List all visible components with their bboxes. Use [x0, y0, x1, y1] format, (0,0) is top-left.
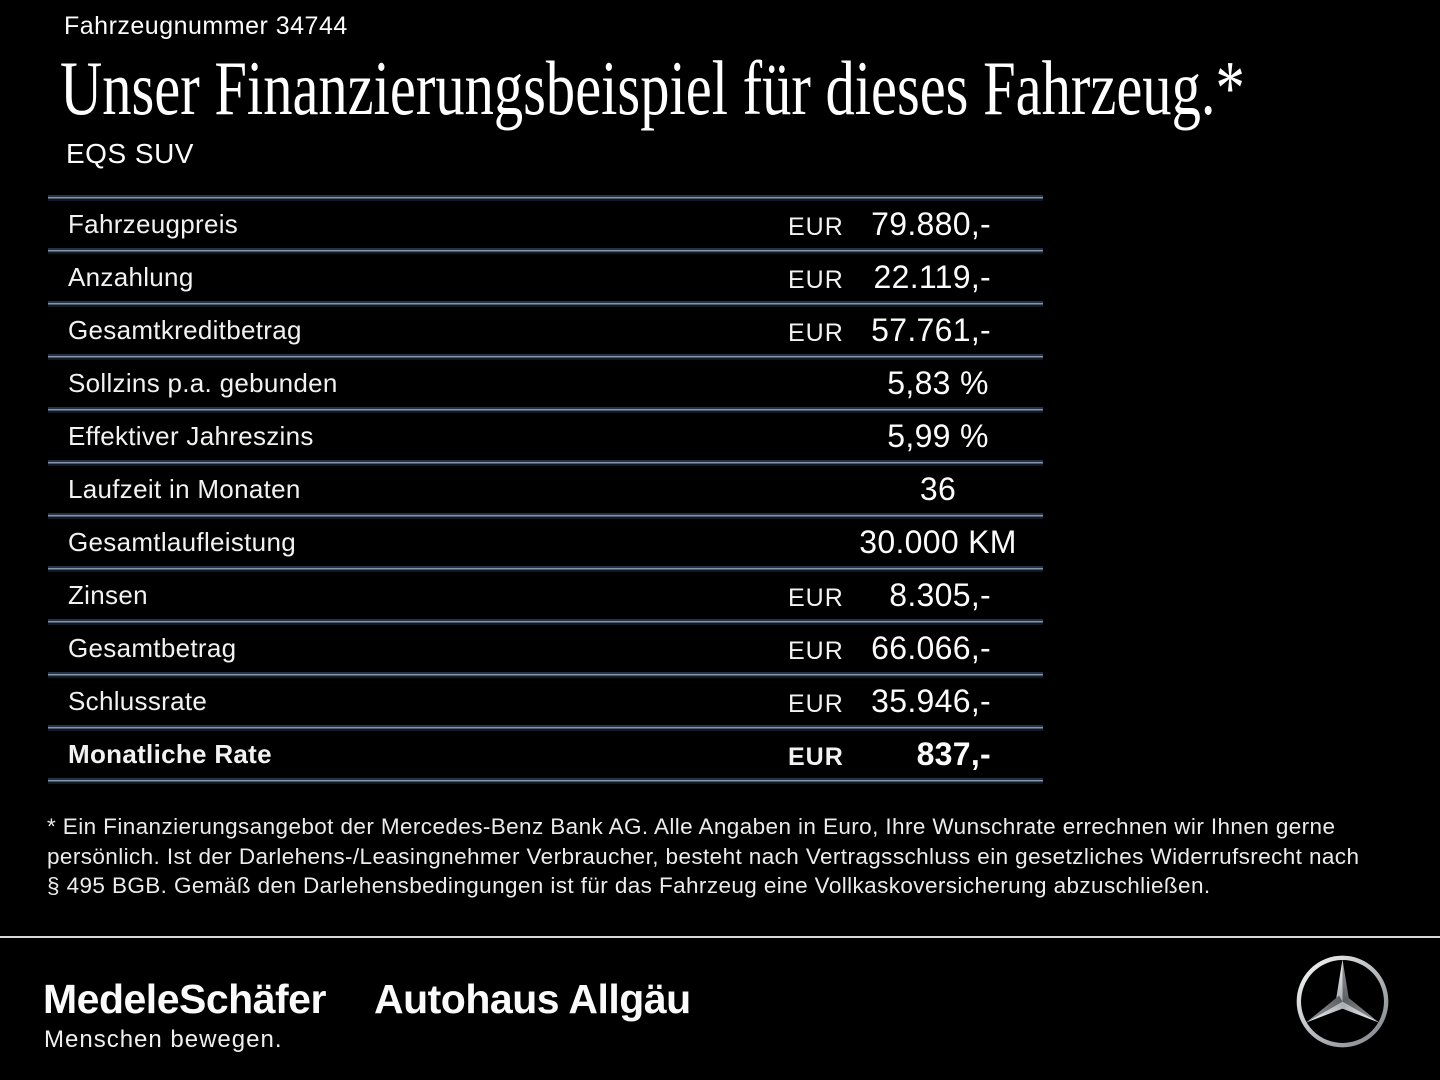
row-label: Laufzeit in Monaten — [68, 474, 301, 504]
footer-divider — [0, 936, 1440, 938]
table-row — [48, 519, 1043, 566]
currency-label: EUR — [788, 637, 844, 665]
row-label: Sollzins p.a. gebunden — [68, 368, 338, 398]
row-value: 837,- — [916, 736, 991, 772]
row-label: Gesamtkreditbetrag — [68, 315, 302, 345]
currency-label: EUR — [788, 266, 844, 294]
currency-label: EUR — [788, 743, 844, 771]
table-row — [48, 678, 1043, 725]
table-row — [48, 625, 1043, 672]
table-row — [48, 413, 1043, 460]
row-value: 8.305,- — [889, 577, 991, 613]
table-row — [48, 307, 1043, 354]
currency-label: EUR — [788, 584, 844, 612]
row-label: Schlussrate — [68, 686, 208, 716]
row-value: 22.119,- — [873, 259, 991, 295]
row-value: 79.880,- — [871, 206, 991, 242]
row-label: Gesamtbetrag — [68, 633, 237, 663]
footnote-line: * Ein Finanzierungsangebot der Mercedes-Benz Bank AG. Alle Angaben in Euro, Ihre Wunschrate errechnen wir Ihnen gerne — [47, 814, 1336, 839]
row-label: Fahrzeugpreis — [68, 209, 239, 239]
row-label: Monatliche Rate — [68, 739, 272, 769]
table-row — [48, 254, 1043, 301]
vehicle-number: Fahrzeugnummer 34744 — [64, 12, 348, 40]
financing-table — [48, 195, 1043, 784]
dealer-tagline: Menschen bewegen. — [44, 1026, 283, 1053]
row-label: Gesamtlaufleistung — [68, 527, 296, 557]
row-value: 5,83 % — [887, 365, 989, 401]
row-value: 5,99 % — [887, 418, 989, 454]
table-row — [48, 572, 1043, 619]
row-label: Effektiver Jahreszins — [68, 421, 314, 451]
footnote-line: persönlich. Ist der Darlehens-/Leasingnehmer Verbraucher, besteht nach Vertragsschluss ein gesetzliches Widerrufsrecht nach — [47, 843, 1360, 869]
mercedes-star-icon — [1294, 953, 1391, 1050]
row-value: 66.066,- — [871, 630, 991, 666]
currency-label: EUR — [788, 319, 844, 347]
footnote-line: § 495 BGB. Gemäß den Darlehensbedingungen ist für das Fahrzeug eine Vollkaskoversicherung abzuschließen. — [47, 873, 1211, 898]
dealer-logo-autohaus-allgaeu: Autohaus Allgäu — [374, 976, 691, 1022]
row-label: Zinsen — [68, 580, 148, 610]
table-row — [48, 466, 1043, 513]
currency-label: EUR — [788, 690, 844, 718]
row-value: 57.761,- — [871, 312, 991, 348]
dealer-logo-medele-schaefer: MedeleSchäfer — [43, 976, 326, 1022]
footnote — [47, 812, 1407, 901]
row-value: 36 — [919, 471, 957, 507]
row-value: 35.946,- — [871, 683, 991, 719]
table-divider — [48, 778, 1043, 784]
table-row — [48, 360, 1043, 407]
table-row-monthly-rate — [48, 731, 1043, 778]
row-value: 30.000 KM — [859, 524, 1017, 560]
currency-label: EUR — [788, 213, 844, 241]
row-label: Anzahlung — [68, 262, 194, 292]
vehicle-model: EQS SUV — [66, 138, 194, 169]
table-row — [48, 201, 1043, 248]
page-title: Unser Finanzierungsbeispiel für dieses Fahrzeug.* — [60, 45, 1245, 131]
